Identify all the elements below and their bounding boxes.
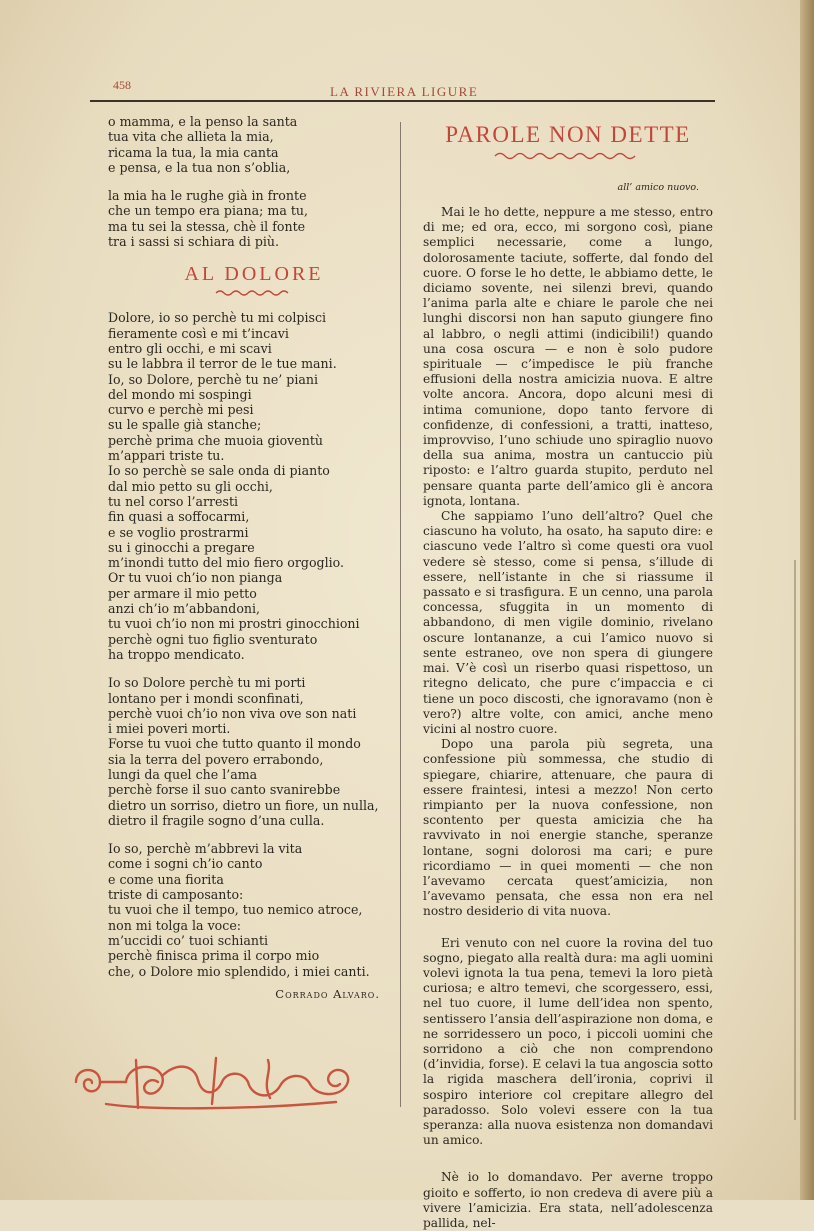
verse-line: perchè ogni tuo figlio sventurato xyxy=(108,631,318,647)
running-head: LA RIVIERA LIGURE xyxy=(330,84,479,99)
verse-line: Io so perchè se sale onda di pianto xyxy=(108,463,330,479)
verse-line: del mondo mi sospingi xyxy=(108,386,252,402)
verse-line: dietro un sorriso, dietro un fiore, un nulla, xyxy=(108,797,379,813)
verse-line: ricama la tua, la mia canta xyxy=(108,144,279,160)
decorative-flourish xyxy=(66,1052,366,1114)
verse-line: perchè prima che muoia gioventù xyxy=(108,432,324,448)
verse-line: che un tempo era piana; ma tu, xyxy=(108,203,309,219)
verse-line: Io so Dolore perchè tu mi porti xyxy=(108,675,306,691)
verse-line: tu vuoi che il tempo, tuo nemico atroce, xyxy=(108,902,363,918)
article-paragraph: Mai le ho dette, neppure a me stesso, entro di me; ed ora, ecco, mi sorgono così, piane semplici necessarie, come a lungo, dolorosamente taciute, sofferte, dal fondo del cuore. O forse le ho dette, le abbiamo dette, le diciamo sovente, nei silenzi brevi, quando l’anima parla alte e chiare le parole che nei lunghi discorsi non han saputo giungere fino al labbro, o negli attimi (indicibili!) quando una cosa oscura — e non è solo pudore spirituale — c’impedisce le più franche effusioni della nostra amicizia nuova. E altre volte ancora. Ancora, dopo alcuni mesi di intima comunione, dopo tanto fervore di confidenze, di confessioni, a tratti, inatteso, improvviso, l’uno schiude uno spiraglio nuovo della sua anima, mostra un cantuccio più riposto: e l’altro guarda stupito, perduto nel pensare quanta parte dell’amico gli è ancora ignota, lontana. xyxy=(423,205,713,508)
article-paragraph: Che sappiamo l’uno dell’altro? Quel che ciascuno ha voluto, ha osato, ha saputo dire: e ciascuno vede l’altro sì come questi ora vuol vedere sè stesso, come si pensa, s’illude di essere, nell’istante in che si riassume il passato e si trasfigura. E un cenno, una parola concessa, sfuggita in un momento di abbandono, di men vigile dominio, rivelano oscure lontananze, a cui l’amico nuovo si sente estraneo, ove non spera di giungere mai. V’è così un riserbo quasi rispettoso, un ritegno delicato, che pure c’impaccia e ci tiene un poco discosti, che ignoravamo (non è vero?) altre volte, con amici, anche meno vicini al nostro cuore. xyxy=(423,509,713,736)
verse-line: tra i sassi si schiara di più. xyxy=(108,234,280,250)
header-rule xyxy=(90,100,715,102)
poem-title: AL DOLORE xyxy=(184,263,324,286)
verse-line: entro gli occhi, e mi scavi xyxy=(108,340,272,356)
title-flourish xyxy=(493,150,643,160)
opening-stanza-1 xyxy=(108,114,400,175)
verse-line: Forse tu vuoi che tutto quanto il mondo xyxy=(108,736,361,752)
verse-line: dal mio petto su gli occhi, xyxy=(108,478,273,494)
section-gap xyxy=(423,1148,713,1170)
verse-line: sia la terra del povero errabondo, xyxy=(108,751,324,767)
column-divider xyxy=(400,122,401,1107)
verse-line: curvo e perchè mi pesi xyxy=(108,402,254,418)
verse-line: m’appari triste tu. xyxy=(108,448,225,464)
verse-line: Io so, perchè m’abbrevi la vita xyxy=(108,841,303,857)
section-gap xyxy=(423,920,713,936)
verse-line: tu vuoi ch’io non mi prostri ginocchioni xyxy=(108,616,360,632)
verse-line: perchè forse il suo canto svanirebbe xyxy=(108,782,341,798)
page-edge xyxy=(800,0,814,1200)
dedication: all’ amico nuovo. xyxy=(617,182,699,193)
verse-line: fieramente così e mi t’incavi xyxy=(108,325,289,341)
verse-line: triste di camposanto: xyxy=(108,887,244,903)
page-edge-line xyxy=(794,560,796,1120)
verse-line: ma tu sei la stessa, chè il fonte xyxy=(108,218,306,234)
verse-line: che, o Dolore mio splendido, i miei canti. xyxy=(108,963,370,979)
verse-line: la mia ha le rughe già in fronte xyxy=(108,188,307,204)
verse-line: fin quasi a soffocarmi, xyxy=(108,509,250,525)
verse-line: anzi ch’io m’abbandoni, xyxy=(108,601,261,617)
verse-line: perchè finisca prima il corpo mio xyxy=(108,948,320,964)
article-paragraph: Eri venuto con nel cuore la rovina del tuo sogno, piegato alla realtà dura: ma agli uomini volevi ignota la tua pena, temevi la loro pietà curiosa; e altro temevi, che scorgessero, essi, nel tuo cuore, il lume dell’idea non spento, sentissero l’ansia dell’aspirazione non doma, e ne sorridessero un poco, i piccoli uomini che sorridono a ciò che non comprendono (d’invidia, forse). E celavi la tua angoscia sotto la rigida maschera dell’ironia, coprivi il sospiro interiore col crepitare allegro del paradosso. Solo volevi essere con la tua speranza: alla nuova esistenza non domandavi un amico. xyxy=(423,935,713,1148)
verse-line: m’uccidi co’ tuoi schianti xyxy=(108,932,269,948)
verse-line: Or tu vuoi ch’io non pianga xyxy=(108,570,283,586)
verse-line: lungi da quel che l’ama xyxy=(108,766,258,782)
verse-line: e pensa, e la tua non s’oblia, xyxy=(108,159,291,175)
poem-author: Corrado Alvaro. xyxy=(275,986,380,1001)
verse-line: tua vita che allieta la mia, xyxy=(108,129,274,145)
verse-line: su le spalle già stanche; xyxy=(108,417,262,433)
verse-line: come i sogni ch’io canto xyxy=(108,856,263,872)
verse-line: non mi tolga la voce: xyxy=(108,917,242,933)
verse-line: Dolore, io so perchè tu mi colpisci xyxy=(108,310,327,326)
verse-line: dietro il fragile sogno d’una culla. xyxy=(108,812,325,828)
article-paragraph: Nè io lo domandavo. Per averne troppo gioito e sofferto, io non credeva di avere più a vivere l’amicizia. Era stata, nell’adolescenza pallida, nel- xyxy=(423,1170,713,1230)
verse-line: ha troppo mendicato. xyxy=(108,646,245,662)
verse-line: i miei poveri morti. xyxy=(108,721,231,737)
verse-line: perchè vuoi ch’io non viva ove son nati xyxy=(108,705,357,721)
page-number: 458 xyxy=(113,78,131,92)
verse-line: su le labbra il terror de le tue mani. xyxy=(108,356,337,372)
poem-stanza-3 xyxy=(108,841,400,979)
verse-line: su i ginocchi a pregare xyxy=(108,539,255,555)
poem-stanza-1 xyxy=(108,310,400,662)
verse-line: e come una fiorita xyxy=(108,871,224,887)
article-paragraph: Dopo una parola più segreta, una confessione più sommessa, che studio di spiegare, chiarire, attenuare, che paura di essere fraintesi, intesi a mezzo! Non certo rimpianto per la nuova confessione, non scontento per questa amicizia che ha ravvivato in noi energie stanche, speranze lontane, sogni dolorosi ma cari; e pure ricordiamo — in quei momenti — che non l’avevamo cercata quest’amicizia, non l’avevamo pensata, che essa non era nel nostro desiderio di vita nuova. xyxy=(423,737,713,919)
right-column xyxy=(423,122,713,1231)
opening-stanza-2 xyxy=(108,188,400,249)
verse-line: lontano per i mondi sconfinati, xyxy=(108,690,304,706)
poem-stanza-2 xyxy=(108,675,400,828)
title-flourish xyxy=(214,288,294,296)
verse-line: e se voglio prostrarmi xyxy=(108,524,249,540)
left-column xyxy=(108,114,400,1001)
article-title: PAROLE NON DETTE xyxy=(445,122,691,147)
verse-line: Io, so Dolore, perchè tu ne’ piani xyxy=(108,371,319,387)
verse-line: m’inondi tutto del mio fiero orgoglio. xyxy=(108,555,345,571)
verse-line: tu nel corso l’arresti xyxy=(108,493,239,509)
verse-line: per armare il mio petto xyxy=(108,585,257,601)
verse-line: o mamma, e la penso la santa xyxy=(108,114,298,129)
